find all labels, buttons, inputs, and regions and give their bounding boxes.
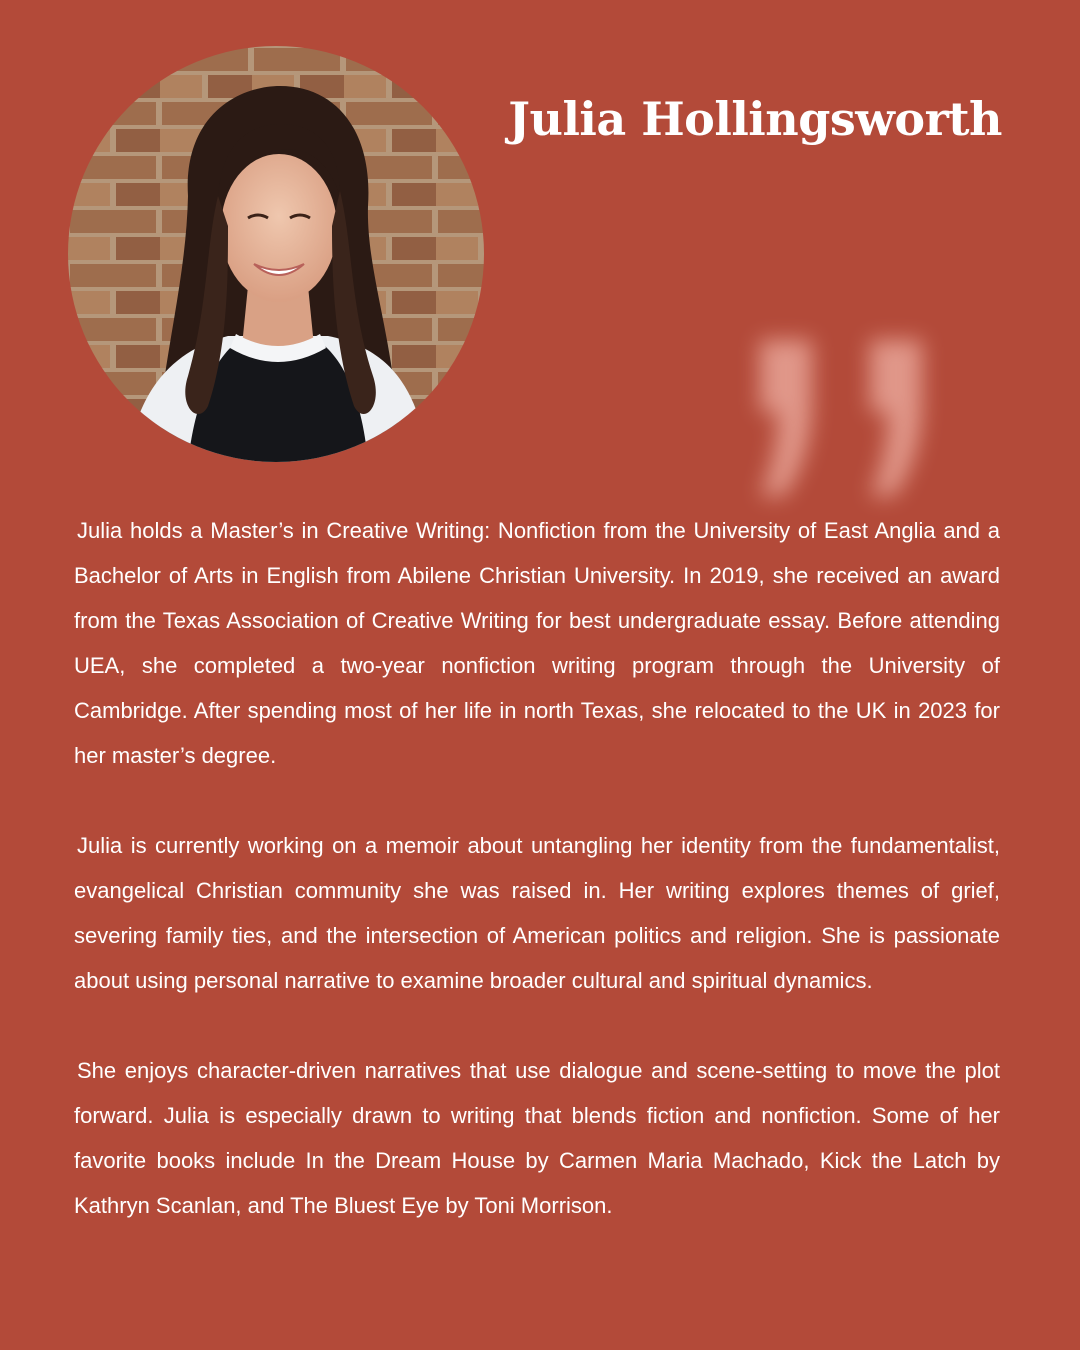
portrait-photo xyxy=(68,46,484,462)
bio-paragraph-3: She enjoys character-driven narratives that use dialogue and scene-setting to move the plot forward. Julia is especially drawn to writing that blends fiction and nonfiction. Some of her favorite books include In the Dream House by Carmen Maria Machado, Kick the Latch by Kathryn Scanlan, and The Bluest Eye by Toni Morrison. xyxy=(74,1058,1000,1218)
portrait-illustration xyxy=(68,46,484,462)
bio-text xyxy=(74,508,1000,1228)
bio-paragraph-2: Julia is currently working on a memoir about untangling her identity from the fundamentalist, evangelical Christian community she was raised in. Her writing explores themes of grief, severing family ties, and the intersection of American politics and religion. She is passionate about using personal narrative to examine broader cultural and spiritual dynamics. xyxy=(74,833,1000,993)
person-name: Julia Hollingsworth xyxy=(508,92,1002,146)
quote-icon xyxy=(720,300,980,540)
bio-paragraph-1: Julia holds a Master’s in Creative Writing: Nonfiction from the University of East Anglia and a Bachelor of Arts in English from Abilene Christian University. In 2019, she received an award from the Texas Association of Creative Writing for best undergraduate essay. Before attending UEA, she completed a two-year nonfiction writing program through the University of Cambridge. After spending most of her life in north Texas, she relocated to the UK in 2023 for her master’s degree. xyxy=(74,518,1000,768)
